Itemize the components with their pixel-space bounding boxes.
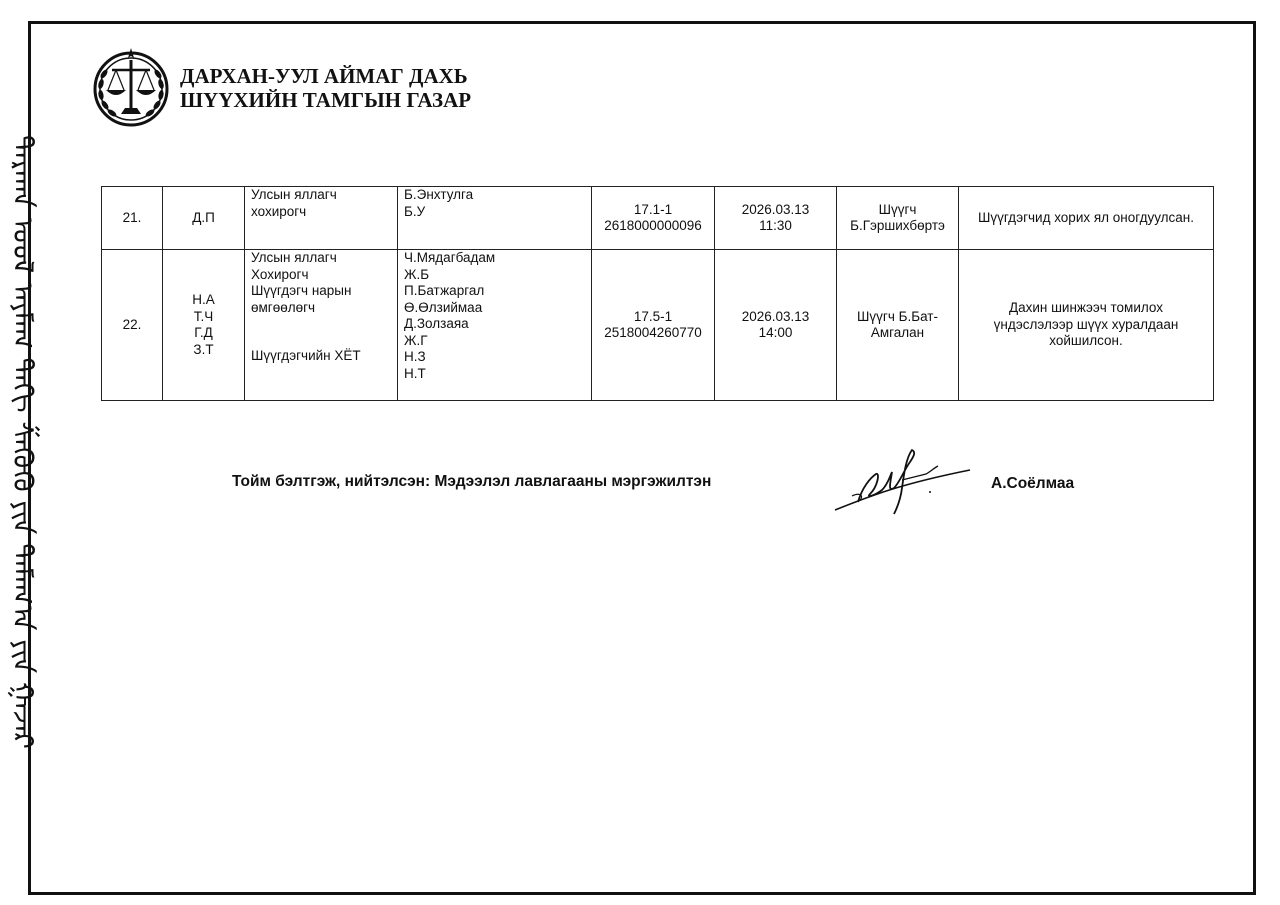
participant-name: Ж.Б (404, 266, 430, 282)
defendants-cell (163, 187, 245, 250)
court-emblem-icon (90, 44, 172, 134)
hearing-time: 11:30 (759, 218, 792, 233)
roles-cell (245, 187, 398, 250)
defendant: Н.А (192, 292, 215, 307)
case-number: 2618000000096 (604, 218, 702, 233)
defendant: Д.П (192, 209, 215, 225)
case-number-cell (592, 187, 715, 250)
hearing-time: 14:00 (758, 325, 793, 340)
row-number: 21. (102, 187, 163, 250)
participant-name: Ч.Мядагбадам (404, 250, 496, 265)
decision-text: Шүүгдэгчид хорих ял оногдуулсан. (977, 209, 1195, 225)
participant-name: Б.Энхтулга (404, 187, 474, 202)
table-row (102, 187, 1214, 250)
hearing-datetime-cell (715, 250, 837, 401)
row-number: 22. (102, 250, 163, 401)
names-cell (398, 250, 592, 401)
names-cell (398, 187, 592, 250)
case-number-cell (592, 250, 715, 401)
org-name-line-1: ДАРХАН-УУЛ АЙМАГ ДАХЬ (180, 64, 468, 88)
table-row (102, 250, 1214, 401)
participant-name: Ө.Өлзиймаа (404, 299, 483, 315)
decision-cell (959, 187, 1214, 250)
vertical-mongolian-script (0, 135, 58, 749)
participant-name: Н.Т (404, 365, 426, 381)
participant-name: Д.Золзаяа (404, 316, 469, 331)
role: хохирогч (251, 203, 307, 219)
role: Шүүгдэгчийн ХЁТ (251, 348, 361, 363)
case-article: 17.5-1 (633, 308, 673, 324)
judge-cell (837, 250, 959, 401)
org-name (180, 64, 471, 112)
role: Хохирогч (251, 266, 309, 282)
decision-cell (959, 250, 1214, 401)
judge-line: Шүүгч Б.Бат- (857, 308, 938, 324)
judge-line: Шүүгч (878, 201, 917, 217)
decision-line: үндэслэлээр шүүх хуралдаан (993, 316, 1179, 332)
defendants-cell (163, 250, 245, 401)
role: Улсын яллагч (251, 250, 337, 265)
participant-name: Н.З (404, 349, 426, 364)
participant-name: П.Батжаргал (404, 283, 485, 298)
role: Улсын яллагч (251, 187, 337, 202)
defendant: Т.Ч (193, 308, 214, 324)
role: өмгөөлөгч (251, 299, 316, 315)
participant-name: Ж.Г (404, 332, 428, 348)
defendant: Г.Д (194, 325, 213, 340)
page-border (28, 21, 1256, 895)
hearing-date: 2026.03.13 (741, 308, 810, 324)
decision-line: Дахин шинжээч томилох (1008, 300, 1164, 316)
signer-name: А.Соёлмаа (991, 475, 1075, 492)
court-hearings-table (101, 186, 1214, 401)
hearing-datetime-cell (715, 187, 837, 250)
org-name-line-2: ШҮҮХИЙН ТАМГЫН ГАЗАР (180, 88, 472, 112)
participant-name: Б.У (404, 203, 426, 219)
judge-cell (837, 187, 959, 250)
case-article: 17.1-1 (633, 201, 673, 217)
prepared-by-label: Тойм бэлтгэж, нийтэлсэн: Мэдээлэл лавлагааны мэргэжилтэн (232, 473, 712, 490)
judge-line: Б.Гэршихбөртэ (850, 218, 945, 233)
roles-cell (245, 250, 398, 401)
judge-line: Амгалан (870, 325, 925, 340)
vertical-org-name: ᠳᠠᠷᠬᠠᠨ ᠤᠤᠯ ᠠᠶᠮᠠᠭ ᠳᠠᠬᠢ ᠱᠡᠭᠦᠬᠦ ᠶᠢᠨ ᠲᠠᠮᠠᠭ᠎ᠠ ᠶᠢᠨ ᠭᠠᠵᠠᠷ (6, 135, 40, 749)
role: Шүүгдэгч нарын (251, 283, 352, 298)
case-number: 2518004260770 (604, 325, 702, 340)
defendant: З.Т (193, 341, 214, 357)
decision-line: хойшилсон. (1049, 333, 1123, 349)
signature-icon (830, 444, 975, 519)
hearing-date: 2026.03.13 (741, 201, 810, 217)
